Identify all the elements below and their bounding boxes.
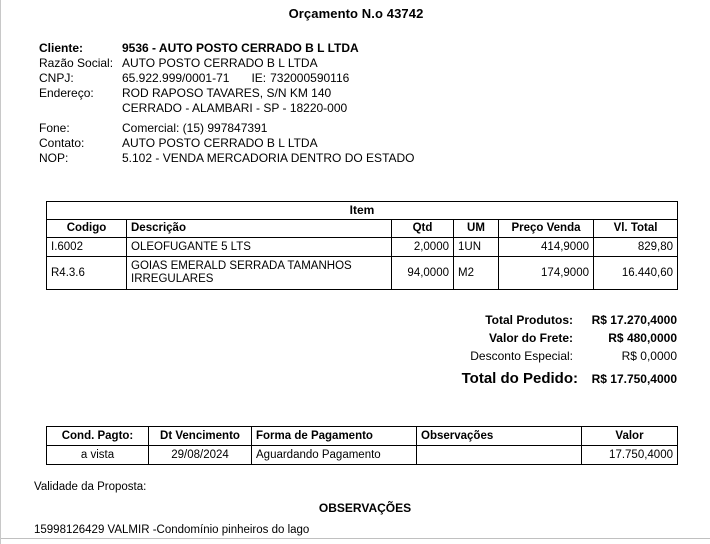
client-info-label-endereco: Endereço: [39, 86, 94, 100]
client-info-value-ie: 732000590116 [270, 71, 350, 85]
item-um: 1UN [454, 238, 499, 257]
payment-forma-pagamento: Aguardando Pagamento [252, 446, 417, 465]
payment-header-dt-vencimento: Dt Vencimento [149, 427, 252, 446]
client-info-row-endereco-line2 [39, 101, 639, 116]
client-info-label-fone: Fone: [39, 121, 70, 135]
desconto-especial-label: Desconto Especial: [470, 349, 573, 363]
table-row [47, 238, 678, 257]
table-row [47, 257, 678, 290]
total-pedido-value: R$ 17.750,4000 [591, 372, 677, 386]
observacoes-heading: OBSERVAÇÕES [318, 501, 412, 515]
client-info-label-razao-social: Razão Social: [39, 56, 114, 70]
desconto-especial-row [377, 347, 677, 365]
client-info-value-razao-social: AUTO POSTO CERRADO B L LTDA [122, 56, 318, 70]
payment-table-head [47, 427, 678, 446]
total-pedido-label: Total do Pedido: [461, 370, 578, 387]
client-info-block [39, 41, 639, 166]
total-pedido-row [377, 368, 677, 390]
client-info-row-fone [39, 121, 639, 136]
items-header-qtd: Qtd [392, 220, 454, 238]
payment-header-valor: Valor [582, 427, 678, 446]
item-vl-total: 829,80 [594, 238, 678, 257]
page-title: Orçamento N.o 43742 [288, 6, 424, 21]
items-header-um: UM [454, 220, 499, 238]
client-info-row-cliente [39, 41, 639, 56]
client-info-value-endereco-line2: CERRADO - ALAMBARI - SP - 18220-000 [122, 101, 348, 115]
client-info-label-contato: Contato: [39, 136, 85, 150]
payment-conditions-table [46, 426, 678, 465]
payment-dt-vencimento: 29/08/2024 [149, 446, 252, 465]
desconto-especial-value: R$ 0,0000 [621, 349, 677, 363]
item-preco-venda: 174,9000 [499, 257, 594, 290]
items-header-descricao: Descrição [127, 220, 392, 238]
client-info-value-cnpj: 65.922.999/0001-71 [122, 71, 230, 85]
client-info-label-nop: NOP: [39, 151, 69, 165]
total-produtos-label: Total Produtos: [485, 313, 573, 327]
items-table-header-row [47, 220, 678, 238]
client-info-row-endereco [39, 86, 639, 101]
total-produtos-row [377, 311, 677, 329]
client-info-row-contato [39, 136, 639, 151]
client-info-value-contato: AUTO POSTO CERRADO B L LTDA [122, 136, 318, 150]
totals-block [377, 311, 677, 390]
payment-header-cond-pagto: Cond. Pagto: [47, 427, 149, 446]
item-qtd: 94,0000 [392, 257, 454, 290]
validade-proposta-label: Validade da Proposta: [34, 481, 147, 493]
items-table-banner-row [47, 202, 678, 220]
items-table-body [47, 238, 678, 290]
item-descricao: OLEOFUGANTE 5 LTS [127, 238, 392, 257]
payment-observacoes [417, 446, 582, 465]
bottom-divider [1, 538, 710, 539]
payment-header-observacoes: Observações [417, 427, 582, 446]
items-table-banner: Item [47, 202, 678, 220]
valor-frete-value: R$ 480,0000 [608, 331, 677, 345]
client-info-row-cnpj [39, 71, 639, 86]
item-codigo: R4.3.6 [47, 257, 127, 290]
client-info-label-cnpj: CNPJ: [39, 71, 74, 85]
item-preco-venda: 414,9000 [499, 238, 594, 257]
payment-cond-pagto: a vista [47, 446, 149, 465]
payment-header-forma-pagamento: Forma de Pagamento [252, 427, 417, 446]
client-info-row-razao-social [39, 56, 639, 71]
item-qtd: 2,0000 [392, 238, 454, 257]
valor-frete-label: Valor do Frete: [488, 331, 573, 345]
items-header-preco-venda: Preço Venda [499, 220, 594, 238]
client-info-label-cliente: Cliente: [39, 41, 84, 55]
payment-table-body [47, 446, 678, 465]
total-produtos-value: R$ 17.270,4000 [591, 313, 677, 327]
item-vl-total: 16.440,60 [594, 257, 678, 290]
client-info-value-fone: Comercial: (15) 997847391 [122, 121, 268, 135]
item-codigo: I.6002 [47, 238, 127, 257]
items-header-vl-total: Vl. Total [594, 220, 678, 238]
item-descricao: GOIAS EMERALD SERRADA TAMANHOS IRREGULARES [127, 257, 392, 290]
client-info-value-endereco: ROD RAPOSO TAVARES, S/N KM 140 [122, 86, 332, 100]
observacoes-text: 15998126429 VALMIR -Condomínio pinheiros do lago [34, 524, 310, 536]
payment-table-header-row [47, 427, 678, 446]
client-info-label-ie: IE: [251, 71, 267, 85]
items-header-codigo: Codigo [47, 220, 127, 238]
client-info-row-nop [39, 151, 639, 166]
client-info-value-nop: 5.102 - VENDA MERCADORIA DENTRO DO ESTADO [122, 151, 415, 165]
item-um: M2 [454, 257, 499, 290]
client-info-value-cliente: 9536 - AUTO POSTO CERRADO B L LTDA [122, 41, 359, 55]
items-table-head [47, 202, 678, 238]
items-table [46, 201, 678, 290]
payment-valor: 17.750,4000 [582, 446, 678, 465]
table-row [47, 446, 678, 465]
valor-frete-row [377, 329, 677, 347]
